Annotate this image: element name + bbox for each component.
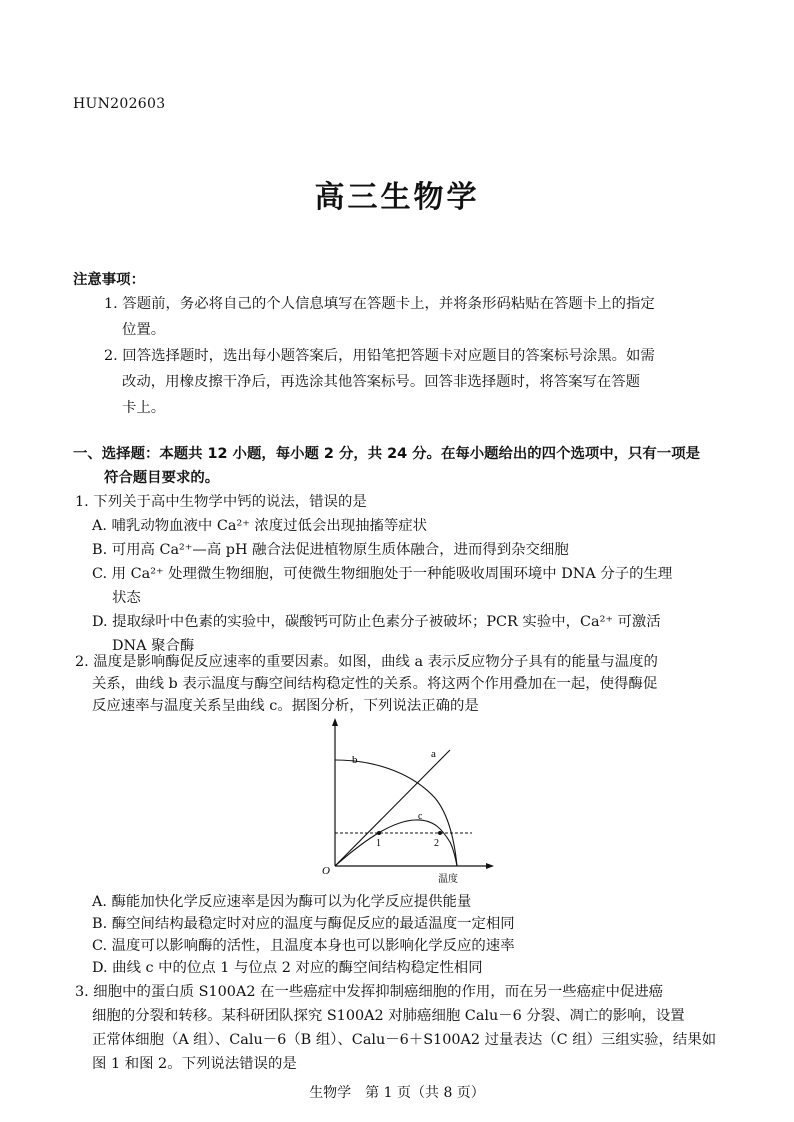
q1-option-d: D. 提取绿叶中色素的实验中，碳酸钙可防止色素分子被破坏；PCR 实验中，Ca²⁺ 可激活 (92, 614, 661, 630)
notice-item-2-cont2: 卡上。 (122, 400, 166, 416)
origin-label: O (322, 865, 330, 877)
notice-heading: 注意事项： (73, 272, 145, 288)
point-1 (377, 831, 381, 835)
q3-stem: 3. 细胞中的蛋白质 S100A2 在一些癌症中发挥抑制癌细胞的作用，而在另一些癌症中促进癌 (75, 984, 664, 1000)
point-2-label: 2 (434, 838, 439, 849)
q2-stem-cont: 关系，曲线 b 表示温度与酶空间结构稳定性的关系。将这两个作用叠加在一起，使得酶促 (92, 676, 658, 692)
notice-item-1: 1. 答题前，务必将自己的个人信息填写在答题卡上，并将条形码粘贴在答题卡上的指定 (104, 296, 655, 312)
q2-option-b: B. 酶空间结构最稳定时对应的温度与酶促反应的最适温度一定相同 (92, 916, 515, 932)
point-1-label: 1 (376, 838, 381, 849)
curve-a (335, 750, 450, 866)
q1-option-c: C. 用 Ca²⁺ 处理微生物细胞，可使微生物细胞处于一种能吸收周围环境中 DNA 分子的生理 (92, 566, 673, 582)
q2-option-a: A. 酶能加快化学反应速率是因为酶可以为化学反应提供能量 (92, 894, 472, 910)
temperature-figure (310, 716, 500, 886)
q1-option-d-cont: DNA 聚合酶 (112, 638, 195, 654)
x-axis-label: 温度 (438, 874, 458, 885)
notice-item-1-cont: 位置。 (122, 322, 166, 338)
notice-item-2-cont: 改动，用橡皮擦干净后，再选涂其他答案标号。回答非选择题时，将答案写在答题 (122, 374, 641, 390)
section-heading: 一、选择题：本题共 12 小题，每小题 2 分，共 24 分。在每小题给出的四个选项中，只有一项是 (73, 446, 700, 462)
q1-option-c-cont: 状态 (112, 590, 141, 606)
q2-option-d: D. 曲线 c 中的位点 1 与位点 2 对应的酶空间结构稳定性相同 (92, 960, 483, 976)
curve-b-label: b (352, 754, 358, 766)
q1-option-b: B. 可用高 Ca²⁺—高 pH 融合法促进植物原生质体融合，进而得到杂交细胞 (92, 542, 569, 558)
q3-stem-cont: 细胞的分裂和转移。某科研团队探究 S100A2 对肺癌细胞 Calu－6 分裂、凋亡的影响，设置 (92, 1008, 685, 1024)
y-axis-arrow (332, 718, 338, 726)
q2-stem: 2. 温度是影响酶促反应速率的重要因素。如图，曲线 a 表示反应物分子具有的能量与温度的 (75, 654, 658, 670)
page-footer: 生物学 第 1 页（共 8 页） (309, 1085, 485, 1101)
q1-stem: 1. 下列关于高中生物学中钙的说法，错误的是 (75, 494, 367, 510)
curve-c-label: c (418, 811, 423, 822)
notice-item-2: 2. 回答选择题时，选出每小题答案后，用铅笔把答题卡对应题目的答案标号涂黑。如需 (104, 348, 655, 364)
q2-option-c: C. 温度可以影响酶的活性，且温度本身也可以影响化学反应的速率 (92, 938, 515, 954)
q3-stem-cont3: 图 1 和图 2。下列说法错误的是 (92, 1056, 297, 1072)
point-2 (438, 831, 442, 835)
exam-code: HUN202603 (73, 96, 166, 112)
curve-a-label: a (431, 748, 436, 760)
q1-option-a: A. 哺乳动物血液中 Ca²⁺ 浓度过低会出现抽搐等症状 (92, 518, 428, 534)
section-heading-cont: 符合题目要求的。 (104, 470, 220, 486)
x-axis-arrow (486, 863, 494, 869)
q2-stem-cont2: 反应速率与温度关系呈曲线 c。据图分析，下列说法正确的是 (92, 698, 479, 714)
page-title: 高三生物学 (314, 180, 480, 215)
q3-stem-cont2: 正常体细胞（A 组）、Calu－6（B 组）、Calu－6＋S100A2 过量表达（C 组）三组实验，结果如 (92, 1032, 717, 1048)
